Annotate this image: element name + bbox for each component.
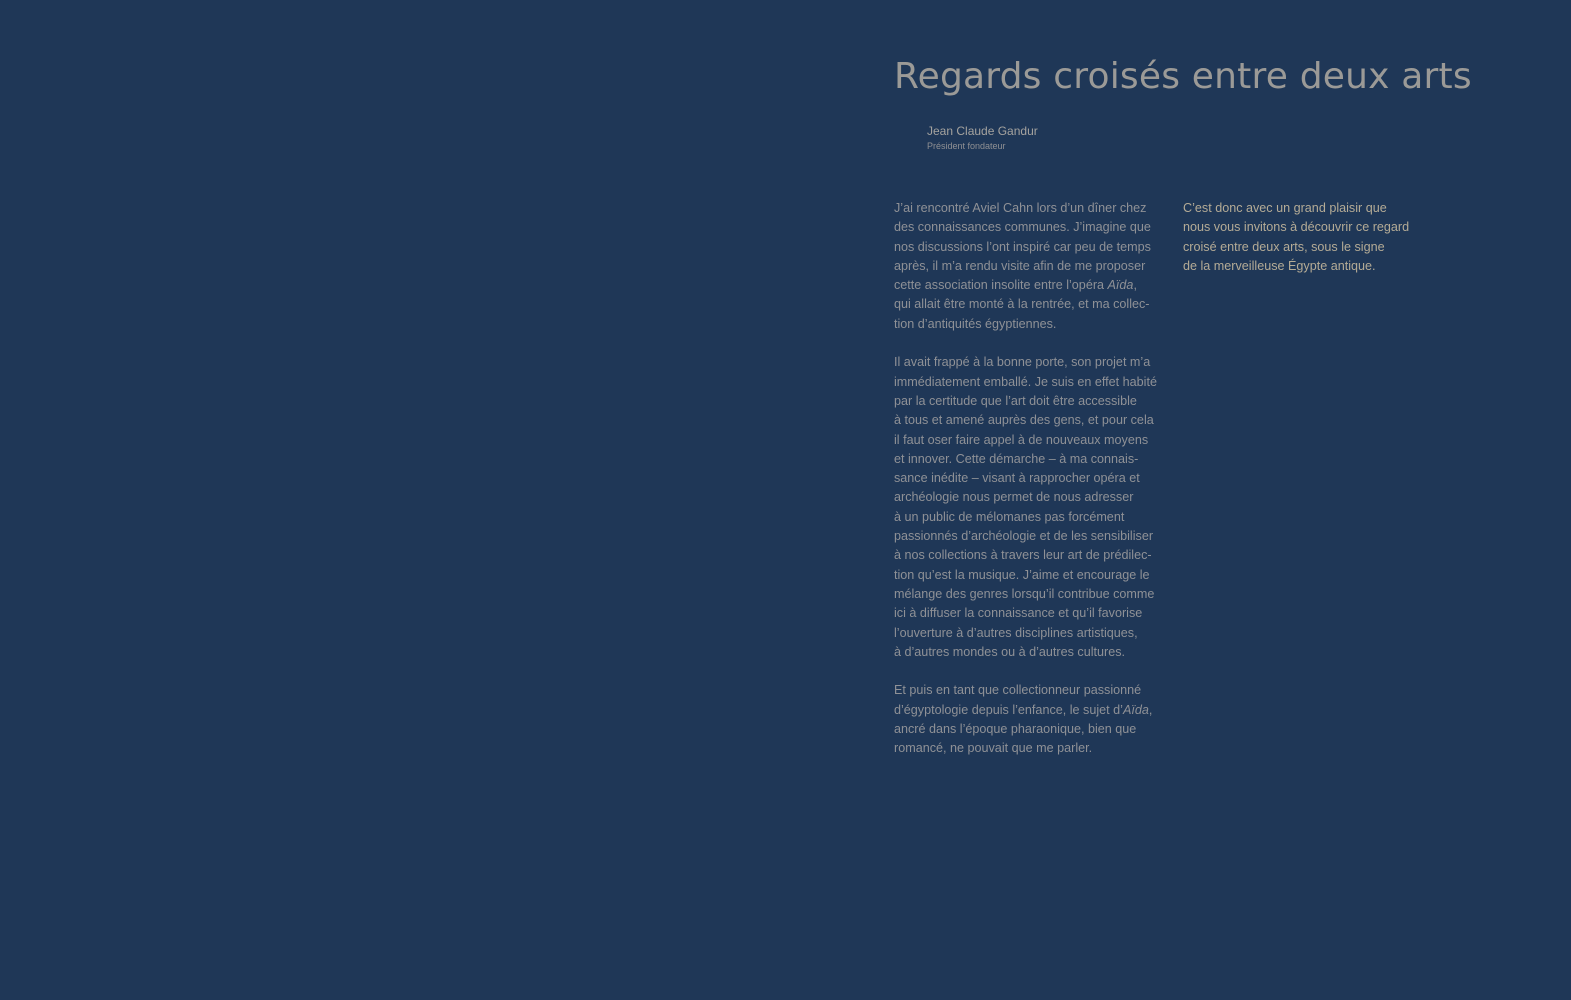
text-segment: , <box>1133 278 1137 293</box>
text-line: tion d’antiquités égyptiennes. <box>894 316 1057 331</box>
body-paragraph-3 <box>894 681 1179 758</box>
author-role: Président fondateur <box>927 141 1006 151</box>
text-line <box>894 276 1179 295</box>
author-name: Jean Claude Gandur <box>927 124 1038 138</box>
text-line: Il avait frappé à la bonne porte, son projet m’a <box>894 355 1151 370</box>
text-line: et innover. Cette démarche – à ma connais- <box>894 451 1139 466</box>
text-line: à tous et amené auprès des gens, et pour cela <box>894 413 1154 428</box>
text-line: immédiatement emballé. Je suis en effet habité <box>894 374 1157 389</box>
text-line: il faut oser faire appel à de nouveaux moyens <box>894 432 1149 447</box>
invitation-column <box>1183 199 1443 276</box>
opera-title: Aïda <box>1122 702 1149 717</box>
text-line: sance inédite – visant à rapprocher opéra et <box>894 471 1140 486</box>
invitation-paragraph <box>1183 199 1443 276</box>
text-line: tion qu’est la musique. J’aime et encourage le <box>894 567 1150 582</box>
opera-title: Aïda <box>1107 278 1134 293</box>
text-line: après, il m’a rendu visite afin de me proposer <box>894 258 1146 273</box>
text-line: l’ouverture à d’autres disciplines artistiques, <box>894 625 1138 640</box>
text-line: à nos collections à travers leur art de prédilec- <box>894 548 1152 563</box>
text-line: de la merveilleuse Égypte antique. <box>1183 258 1376 273</box>
text-line: archéologie nous permet de nous adresser <box>894 490 1134 505</box>
text-line: mélange des genres lorsqu’il contribue comme <box>894 586 1155 601</box>
page-title: Regards croisés entre deux arts <box>894 56 1472 97</box>
text-line: croisé entre deux arts, sous le signe <box>1183 239 1385 254</box>
text-segment: , <box>1148 702 1153 717</box>
text-segment: d’égyptologie depuis l’enfance, le sujet d’ <box>894 702 1123 717</box>
text-line: à un public de mélomanes pas forcément <box>894 509 1125 524</box>
text-line: C’est donc avec un grand plaisir que <box>1183 201 1387 215</box>
text-segment: cette association insolite entre l’opéra <box>894 278 1108 293</box>
text-line: ici à diffuser la connaissance et qu’il favorise <box>894 606 1143 621</box>
text-line: J’ai rencontré Aviel Cahn lors d’un dîner chez <box>894 201 1147 215</box>
text-line: à d’autres mondes ou à d’autres cultures. <box>894 644 1126 659</box>
text-line <box>894 701 1179 720</box>
author-block <box>927 124 1038 152</box>
text-line: des connaissances communes. J’imagine que <box>894 220 1151 235</box>
text-line: Et puis en tant que collectionneur passionné <box>894 683 1142 698</box>
text-line: qui allait être monté à la rentrée, et ma collec- <box>894 297 1150 312</box>
text-line: ancré dans l’époque pharaonique, bien que <box>894 722 1137 737</box>
text-line: par la certitude que l’art doit être accessible <box>894 393 1137 408</box>
text-line: passionnés d’archéologie et de les sensibiliser <box>894 529 1154 544</box>
text-line: romancé, ne pouvait que me parler. <box>894 741 1093 756</box>
text-line: nos discussions l’ont inspiré car peu de temps <box>894 239 1151 254</box>
text-line: nous vous invitons à découvrir ce regard <box>1183 220 1410 235</box>
body-paragraph-1 <box>894 199 1179 334</box>
body-text-column <box>894 199 1179 778</box>
body-paragraph-2 <box>894 353 1179 662</box>
